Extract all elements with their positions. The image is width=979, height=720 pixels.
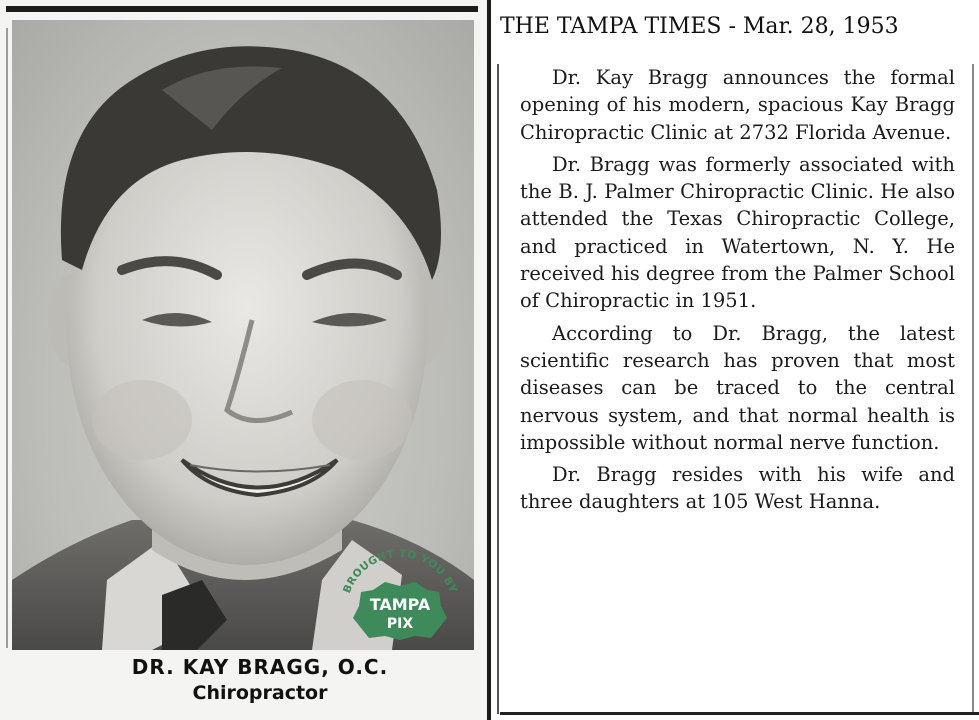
photo-column bbox=[0, 0, 487, 720]
article-paragraph: Dr. Bragg resides with his wife and three daughters at 105 West Hanna. bbox=[520, 463, 955, 514]
article-paragraph: Dr. Kay Bragg announces the formal opening of his modern, spacious Kay Bragg Chiropractic Clinic at 2732 Florida Avenue. bbox=[520, 66, 955, 144]
badge-line1: TAMPA bbox=[369, 595, 431, 614]
badge-top-text: BROUGHT TO YOU BY bbox=[341, 548, 459, 595]
right-edge-rule bbox=[972, 64, 974, 714]
article-paragraph: According to Dr. Bragg, the latest scientific research has proven that most diseases can be traced to the central nervous system, and that normal health is impossible without normal nerve function. bbox=[520, 321, 955, 454]
left-edge-rule bbox=[6, 28, 8, 648]
column-divider bbox=[487, 0, 491, 720]
badge-line2: PIX bbox=[386, 616, 414, 632]
column-divider-inner bbox=[497, 64, 499, 714]
bottom-rule bbox=[500, 712, 979, 715]
article-paragraph: Dr. Bragg was formerly associated with the B. J. Palmer Chiropractic Clinic. He also attended the Texas Chiropractic College, and practiced in Watertown, N. Y. He received his degree from the Palmer School of Chiropractic in 1951. bbox=[520, 152, 955, 313]
photo-caption-name: DR. KAY BRAGG, O.C. bbox=[131, 655, 389, 679]
top-rule bbox=[6, 6, 478, 12]
article-body bbox=[520, 64, 955, 521]
photo-caption-role: Chiropractor bbox=[192, 682, 328, 704]
newspaper-masthead: THE TAMPA TIMES - Mar. 28, 1953 bbox=[500, 14, 899, 39]
tampa-pix-badge bbox=[335, 548, 465, 640]
